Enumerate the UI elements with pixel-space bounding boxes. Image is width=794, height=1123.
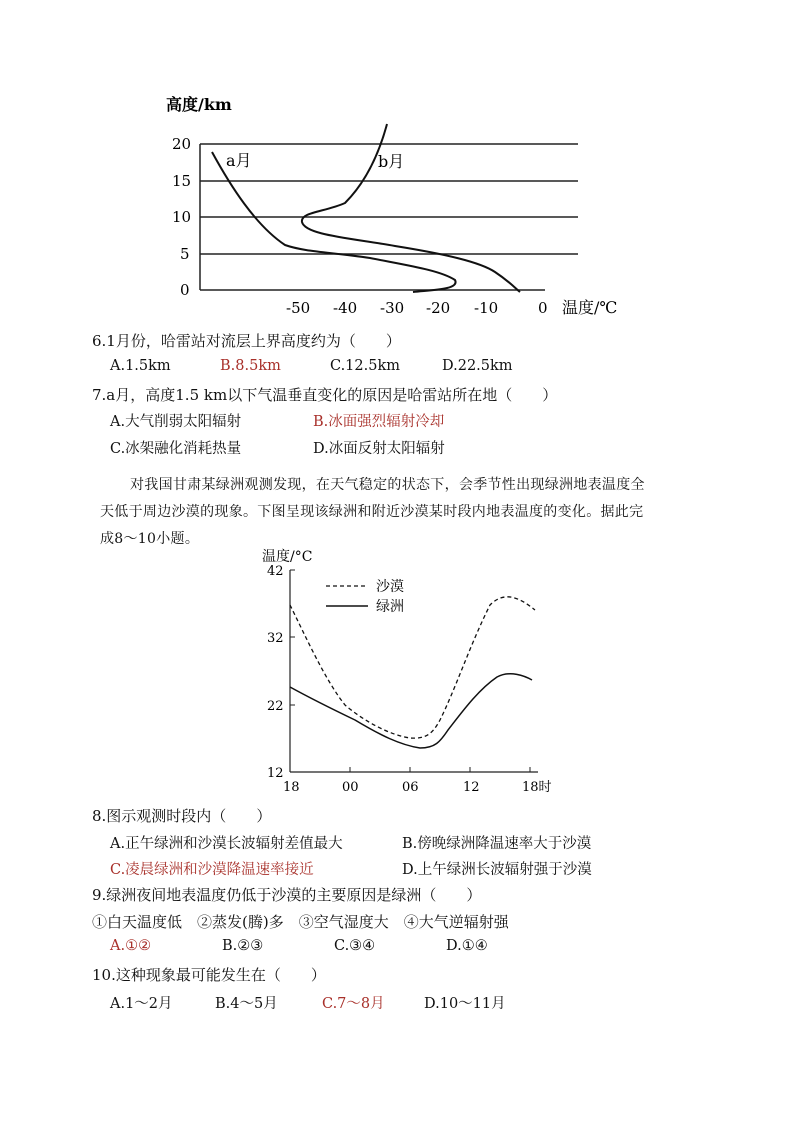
x-tick: -10 [474,299,499,317]
q6-option-c[interactable]: C.12.5km [330,358,401,374]
q6-option-a[interactable]: A.1.5km [110,358,171,374]
q8-option-a[interactable]: A.正午绿洲和沙漠长波辐射差值最大 [110,836,343,852]
y-tick: 32 [267,631,284,646]
curve-a-label: a月 [226,151,252,170]
q9-option-b[interactable]: B.②③ [222,938,264,954]
q10-option-d[interactable]: D.10～11月 [424,996,506,1012]
y-tick: 5 [180,245,190,263]
q6-option-d[interactable]: D.22.5km [442,358,513,374]
q8-option-d[interactable]: D.上午绿洲长波辐射强于沙漠 [402,862,592,878]
y-axis-label: 温度/°C [262,549,313,565]
y-tick: 15 [172,172,192,190]
q7-option-a[interactable]: A.大气削弱太阳辐射 [110,414,242,430]
q8-option-c[interactable]: C.凌晨绿洲和沙漠降温速率接近 [110,862,314,878]
x-tick: 12 [463,780,480,795]
legend-oasis-label: 绿洲 [376,599,404,615]
q7-option-b[interactable]: B.冰面强烈辐射冷却 [313,414,445,430]
curve-a-month [212,152,456,292]
q6-option-b[interactable]: B.8.5km [220,358,281,374]
x-tick: 0 [538,299,548,317]
intro-line-2: 天低于周边沙漠的现象。下图呈现该绿洲和附近沙漠某时段内地表温度的变化。据此完 [100,504,644,520]
intro-line-3: 成8～10小题。 [100,531,200,547]
question-8-stem: 8.图示观测时段内（ ） [92,807,272,825]
oasis-curve [290,674,532,748]
x-tick: -50 [286,299,311,317]
q9-statements: ①白天温度低 ②蒸发(腾)多 ③空气湿度大 ④大气逆辐射强 [92,913,509,931]
y-tick: 10 [172,208,192,226]
question-6-stem: 6.1月份，哈雷站对流层上界高度约为（ ） [92,332,401,350]
q10-option-b[interactable]: B.4～5月 [215,996,278,1012]
q9-option-d[interactable]: D.①④ [446,938,488,954]
intro-line-1: 对我国甘肃某绿洲观测发现，在天气稳定的状态下，会季节性出现绿洲地表温度全 [130,477,645,493]
surface-temperature-chart [255,545,575,800]
question-9-stem: 9.绿洲夜间地表温度仍低于沙漠的主要原因是绿洲（ ） [92,886,482,904]
x-axis-label: 温度/℃ [562,298,618,317]
y-axis-label: 高度/km [166,95,232,114]
y-tick: 0 [180,281,190,299]
altitude-temperature-chart [150,88,630,323]
q9-option-c[interactable]: C.③④ [334,938,376,954]
q7-option-c[interactable]: C.冰架融化消耗热量 [110,441,242,457]
legend-desert-label: 沙漠 [376,579,404,595]
x-tick: -30 [380,299,405,317]
x-tick: 18时 [522,780,552,795]
q8-option-b[interactable]: B.傍晚绿洲降温速率大于沙漠 [402,836,592,852]
q9-option-a[interactable]: A.①② [110,938,152,954]
curve-b-label: b月 [378,152,405,171]
x-tick: 06 [402,780,419,795]
question-10-stem: 10.这种现象最可能发生在（ ） [92,966,326,984]
q10-option-a[interactable]: A.1～2月 [110,996,173,1012]
x-tick: 00 [342,780,359,795]
y-tick: 12 [267,766,284,781]
question-7-stem: 7.a月，高度1.5 km以下气温垂直变化的原因是哈雷站所在地（ ） [92,386,558,404]
x-tick: 18 [283,780,300,795]
y-tick: 20 [172,135,192,153]
q7-option-d[interactable]: D.冰面反射太阳辐射 [313,441,445,457]
x-tick: -40 [333,299,358,317]
q10-option-c[interactable]: C.7～8月 [322,996,385,1012]
y-tick: 22 [267,699,284,714]
x-tick: -20 [426,299,451,317]
desert-curve [290,597,535,738]
y-tick: 42 [267,564,284,579]
